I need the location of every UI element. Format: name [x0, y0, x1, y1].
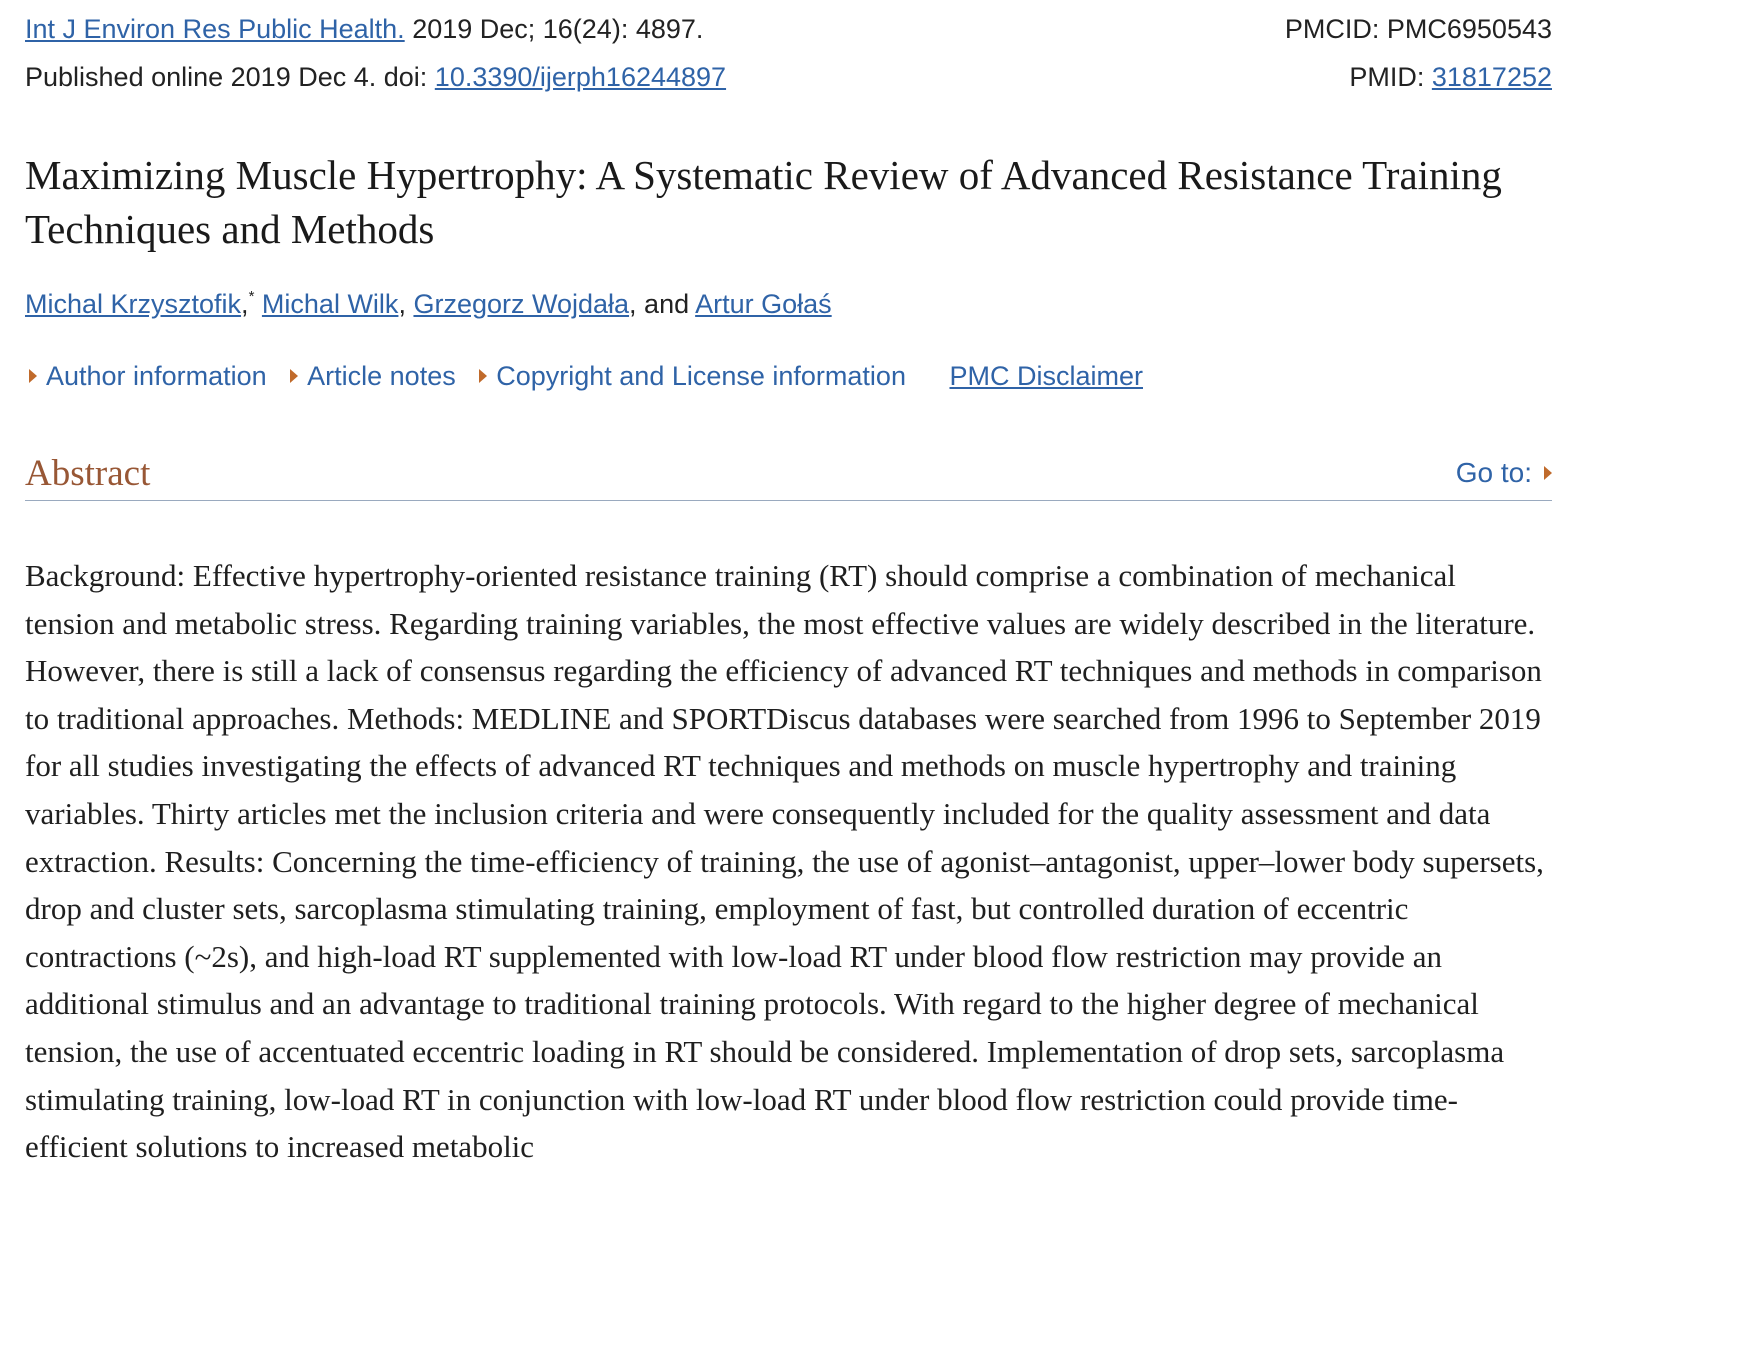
abstract-text: Background: Effective hypertrophy-oriented resistance training (RT) should comprise a combination of mechanical tension and metabolic stress. Regarding training variables, the most effective values are widely described in the literature. However, there is still a lack of consensus regarding the efficiency of advanced RT techniques and methods in comparison to traditional approaches. Methods: MEDLINE and SPORTDiscus databases were searched from 1996 to September 2019 for all studies investigating the effects of advanced RT techniques and methods on muscle hypertrophy and training variables. Thirty articles met the inclusion criteria and were consequently included for the quality assessment and data extraction. Results: Concerning the time-efficiency of training, the use of agonist–antagonist, upper–lower body supersets, drop and cluster sets, sarcoplasma stimulating training, employment of fast, but controlled duration of eccentric contractions (~2s), and high-load RT supplemented with low-load RT under blood flow restriction may provide an additional stimulus and an advantage to traditional training protocols. With regard to the higher degree of mechanical tension, the use of accentuated eccentric loading in RT should be considered. Implementation of drop sets, sarcoplasma stimulating training, low-load RT in conjunction with low-load RT under blood flow restriction could provide time-efficient solutions to increased metabolic	[25, 558, 1544, 1165]
go-to-label: Go to:	[1455, 457, 1532, 488]
author-link[interactable]: Artur Gołaś	[695, 289, 832, 319]
journal-issue: 2019 Dec; 16(24): 4897.	[404, 14, 704, 44]
expand-triangle-icon	[29, 369, 37, 383]
pmc-disclaimer-link[interactable]: PMC Disclaimer	[949, 361, 1143, 391]
author-list	[25, 287, 832, 321]
citation-row	[25, 12, 1552, 46]
author-information-label: Author information	[46, 361, 267, 391]
copyright-license-label: Copyright and License information	[496, 361, 906, 391]
pmcid: PMCID: PMC6950543	[1284, 14, 1552, 44]
expand-triangle-icon	[290, 369, 298, 383]
author-link[interactable]: Michal Wilk	[261, 289, 399, 319]
author-separator: ,	[241, 289, 249, 319]
expand-triangle-icon	[1544, 466, 1552, 480]
article-info-bar	[25, 359, 1143, 393]
pmid-link[interactable]: 31817252	[1431, 62, 1552, 92]
abstract-section-header	[25, 448, 1552, 501]
abstract-heading: Abstract	[25, 453, 151, 494]
corresponding-author-marker: *	[248, 288, 255, 305]
doi-link[interactable]: 10.3390/ijerph16244897	[434, 62, 727, 92]
author-information-toggle[interactable]	[25, 361, 267, 391]
publication-row	[25, 60, 1552, 94]
author-separator: ,	[398, 289, 414, 319]
go-to-menu[interactable]	[1456, 456, 1552, 490]
article-notes-toggle[interactable]	[286, 361, 456, 391]
article-notes-label: Article notes	[307, 361, 456, 391]
copyright-license-toggle[interactable]	[475, 361, 906, 391]
published-online: Published online 2019 Dec 4. doi:	[25, 62, 435, 92]
expand-triangle-icon	[479, 369, 487, 383]
pmid	[1349, 60, 1552, 94]
pmid-label: PMID:	[1349, 62, 1432, 92]
author-link[interactable]: Michal Krzysztofik	[25, 289, 242, 319]
author-conjunction: , and	[629, 289, 696, 319]
journal-link[interactable]: Int J Environ Res Public Health.	[25, 14, 405, 44]
author-link[interactable]: Grzegorz Wojdała	[413, 289, 630, 319]
article-title: Maximizing Muscle Hypertrophy: A Systematic Review of Advanced Resistance Training Techniques and Methods	[25, 152, 1502, 252]
